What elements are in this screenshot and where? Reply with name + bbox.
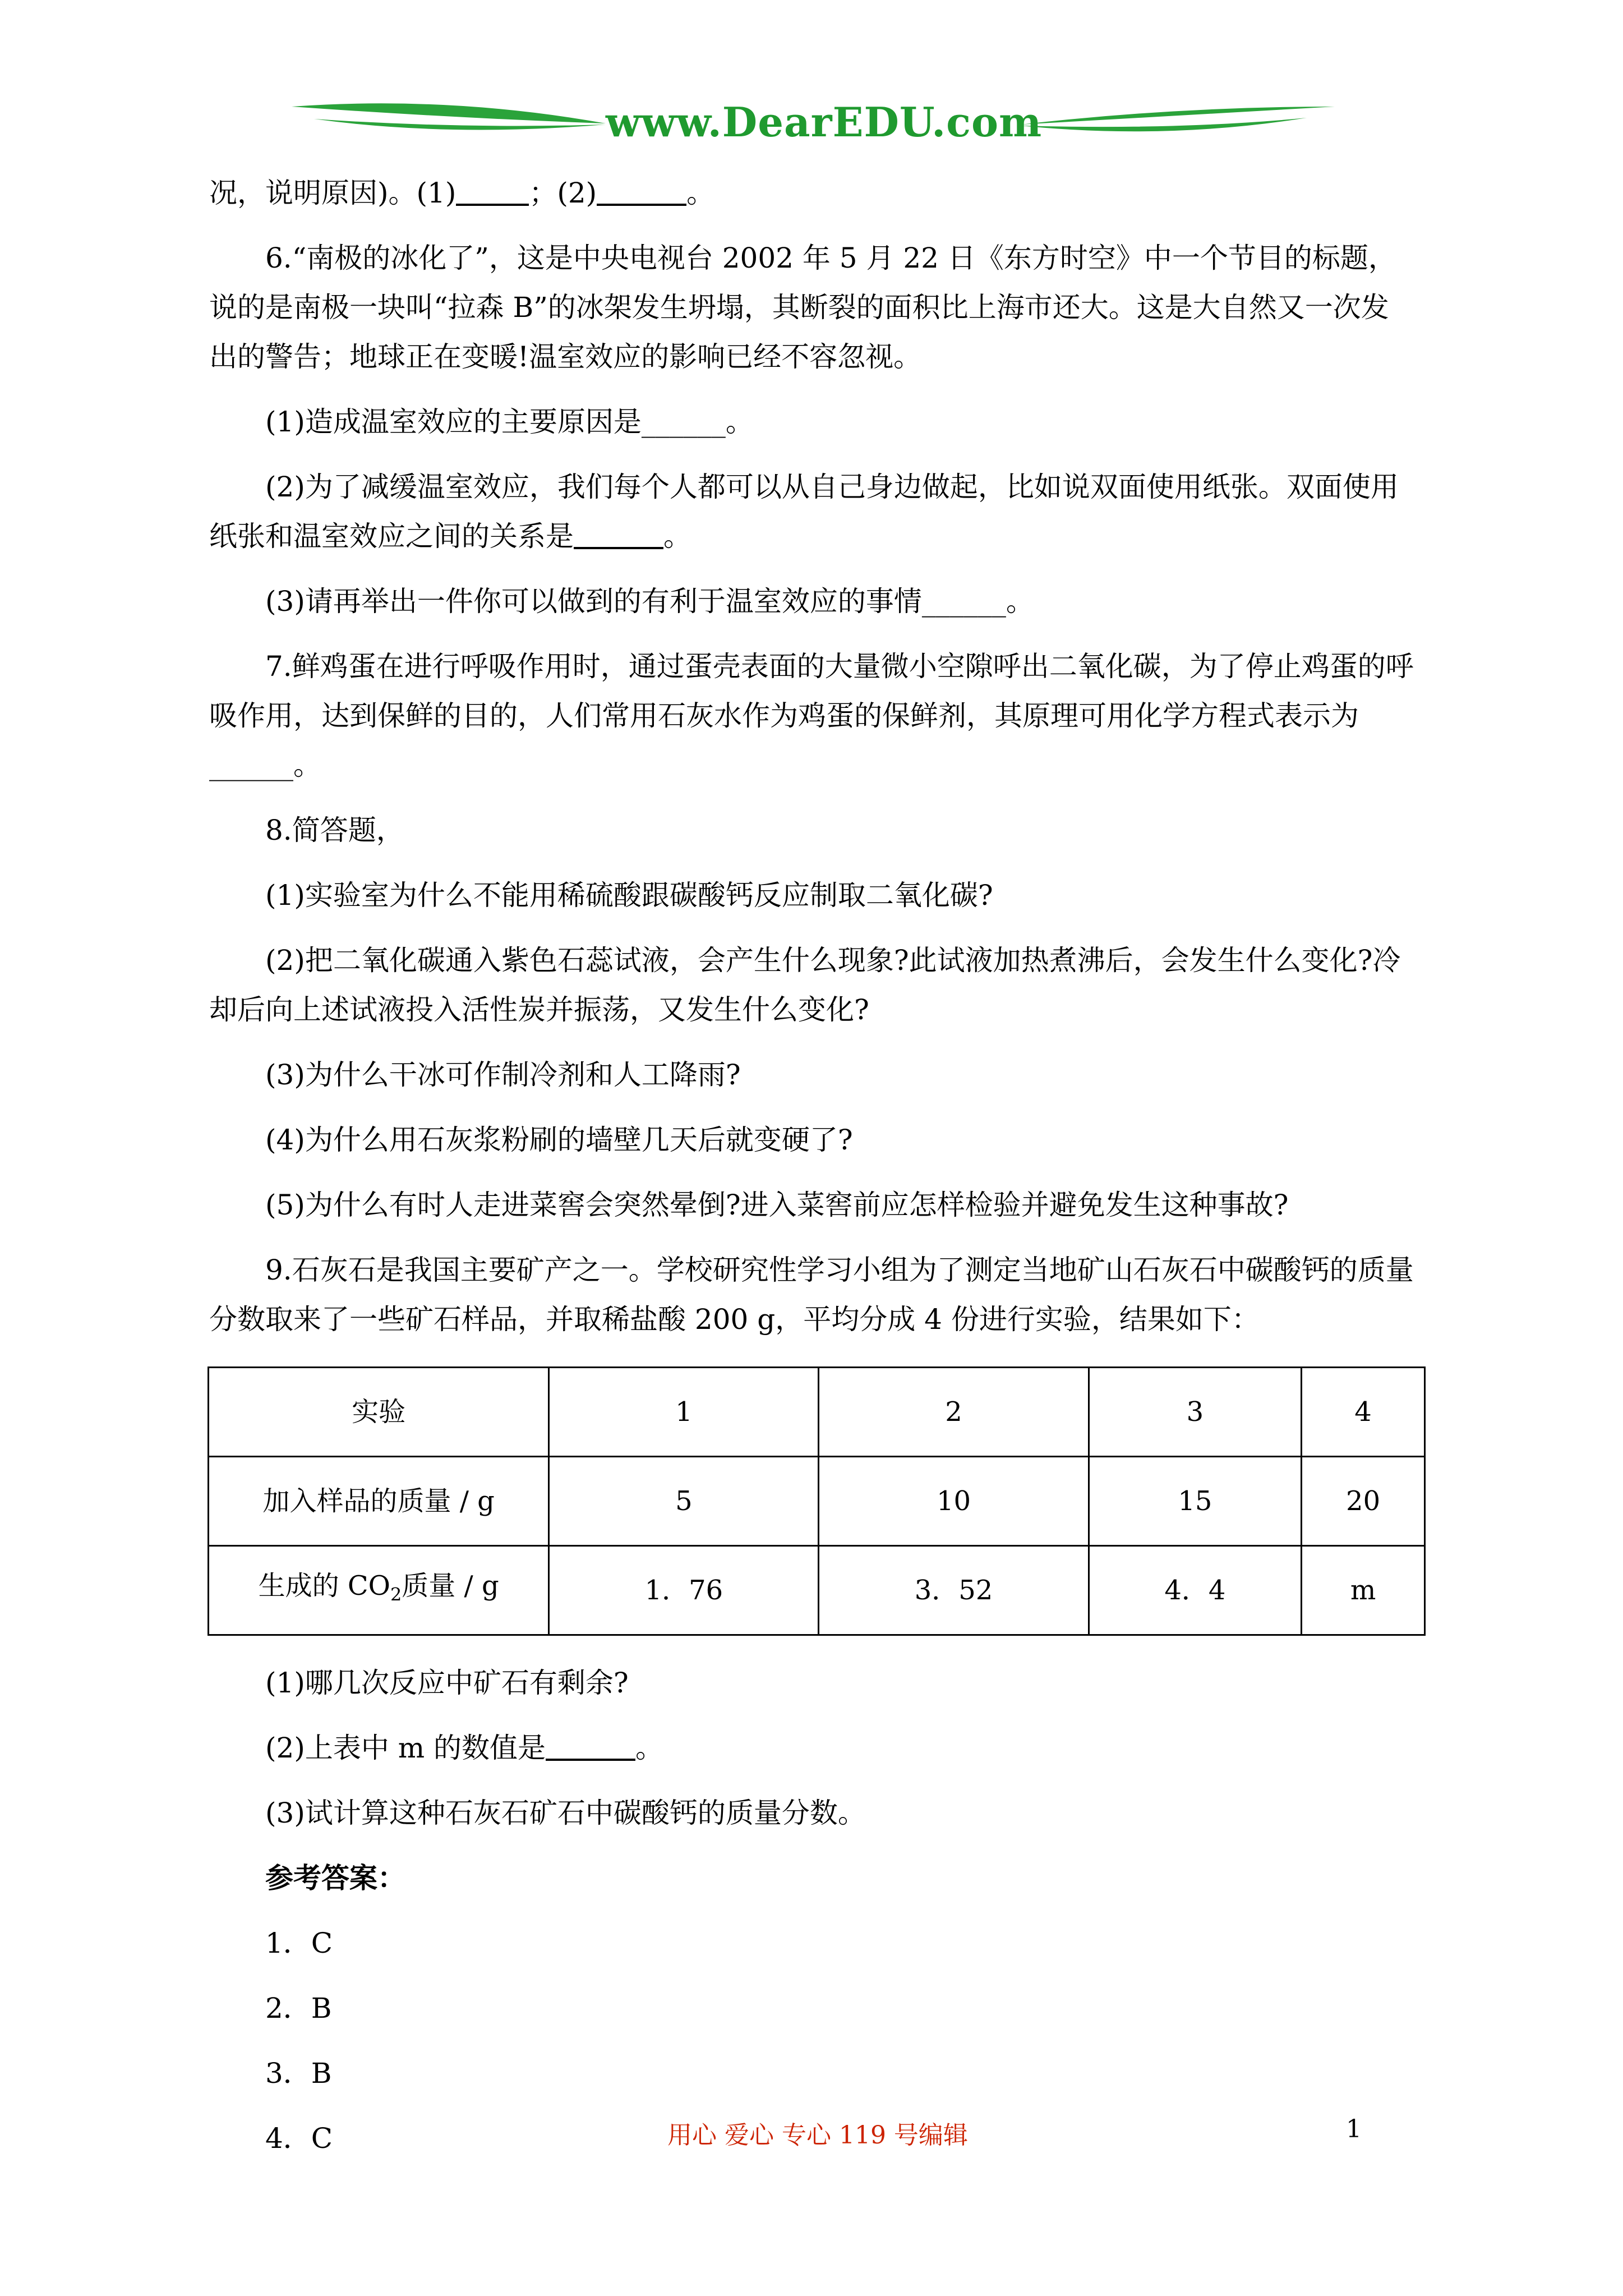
table-cell: 5 bbox=[549, 1457, 819, 1546]
table-cell: 4．4 bbox=[1089, 1546, 1302, 1635]
question-6-part-3: (3)请再举出一件你可以做到的有利于温室效应的事情______。 bbox=[265, 585, 1034, 618]
answer-blank bbox=[597, 176, 686, 206]
table-cell: 1 bbox=[549, 1368, 819, 1457]
table-cell: 实验 bbox=[209, 1368, 549, 1457]
question-7: 7.鲜鸡蛋在进行呼吸作用时，通过蛋壳表面的大量微小空隙呼出二氧化碳，为了停止鸡蛋的呼吸作用，达到保鲜的目的，人们常用石灰水作为鸡蛋的保鲜剂，其原理可用化学方程式表示为______。 bbox=[209, 650, 1414, 781]
question-8-part-4: (4)为什么用石灰浆粉刷的墙壁几天后就变硬了? bbox=[265, 1124, 853, 1156]
table-header-row bbox=[209, 1368, 1425, 1457]
question-6-part-2: (2)为了减缓温室效应，我们每个人都可以从自己身边做起，比如说双面使用纸张。双面使用纸张和温室效应之间的关系是 。 bbox=[209, 471, 1399, 553]
question-9-part-1: (1)哪几次反应中矿石有剩余? bbox=[265, 1667, 629, 1699]
table-cell: 4 bbox=[1302, 1368, 1425, 1457]
answer-item: 4．C bbox=[265, 2122, 333, 2155]
question-6-part-1: (1)造成温室效应的主要原因是______。 bbox=[265, 406, 754, 438]
question-6: 6.“南极的冰化了”，这是中央电视台 2002 年 5 月 22 日《东方时空》中一个节目的标题，说的是南极一块叫“拉森 B”的冰架发生坍塌，其断裂的面积比上海市还大。这是大自然又一次发出的警告；地球正在变暖!温室效应的影响已经不容忽视。 bbox=[209, 242, 1396, 373]
experiment-table bbox=[208, 1366, 1426, 1636]
question-9-part-2: (2)上表中 m 的数值是 。 bbox=[265, 1732, 664, 1764]
table-cell: 生成的 $CO_2$质量 / g bbox=[209, 1546, 549, 1635]
table-row bbox=[209, 1546, 1425, 1635]
question-9-part-3: (3)试计算这种石灰石矿石中碳酸钙的质量分数。 bbox=[265, 1797, 866, 1829]
table-cell: 15 bbox=[1089, 1457, 1302, 1546]
answers-title: 参考答案： bbox=[265, 1861, 405, 1894]
question-8: 8.简答题， bbox=[265, 814, 404, 846]
site-logo-text[interactable]: www.DearEDU.com bbox=[606, 98, 1043, 146]
question-8-part-2: (2)把二氧化碳通入紫色石蕊试液，会产生什么现象?此试液加热煮沸后，会发生什么变化?冷却后向上述试液投入活性炭并振荡，又发生什么变化? bbox=[209, 944, 1401, 1026]
site-header bbox=[0, 84, 1623, 163]
table-cell: 加入样品的质量 / g bbox=[209, 1457, 549, 1546]
table-cell: 1．76 bbox=[549, 1546, 819, 1635]
page-footer bbox=[0, 2115, 1623, 2154]
table-row bbox=[209, 1457, 1425, 1546]
footer-text: 用心 爱心 专心 119 号编辑 bbox=[667, 2121, 968, 2150]
page-number: 1 bbox=[1346, 2115, 1362, 2143]
answer-blank bbox=[574, 519, 663, 549]
answer-blank bbox=[456, 176, 529, 206]
table-cell: 3 bbox=[1089, 1368, 1302, 1457]
table-cell: 20 bbox=[1302, 1457, 1425, 1546]
table-cell: 3．52 bbox=[819, 1546, 1089, 1635]
table-cell: m bbox=[1302, 1546, 1425, 1635]
table-cell: 2 bbox=[819, 1368, 1089, 1457]
table-cell: 10 bbox=[819, 1457, 1089, 1546]
answer-blank bbox=[546, 1731, 635, 1761]
answer-item: 1．C bbox=[265, 1927, 333, 1959]
question-8-part-1: (1)实验室为什么不能用稀硫酸跟碳酸钙反应制取二氧化碳? bbox=[265, 879, 993, 912]
answer-item: 2．B bbox=[265, 1992, 332, 2024]
paragraph-continued: 况，说明原因)。(1) ；(2) 。 bbox=[209, 177, 715, 209]
answer-item: 3．B bbox=[265, 2057, 332, 2090]
question-8-part-3: (3)为什么干冰可作制冷剂和人工降雨? bbox=[265, 1059, 741, 1091]
question-9: 9.石灰石是我国主要矿产之一。学校研究性学习小组为了测定当地矿山石灰石中碳酸钙的质量分数取来了一些矿石样品，并取稀盐酸 200 g，平均分成 4 份进行实验，结果如下： bbox=[209, 1254, 1414, 1336]
document-body bbox=[209, 168, 1415, 2179]
question-8-part-5: (5)为什么有时人走进菜窖会突然晕倒?进入菜窖前应怎样检验并避免发生这种事故? bbox=[265, 1189, 1289, 1221]
